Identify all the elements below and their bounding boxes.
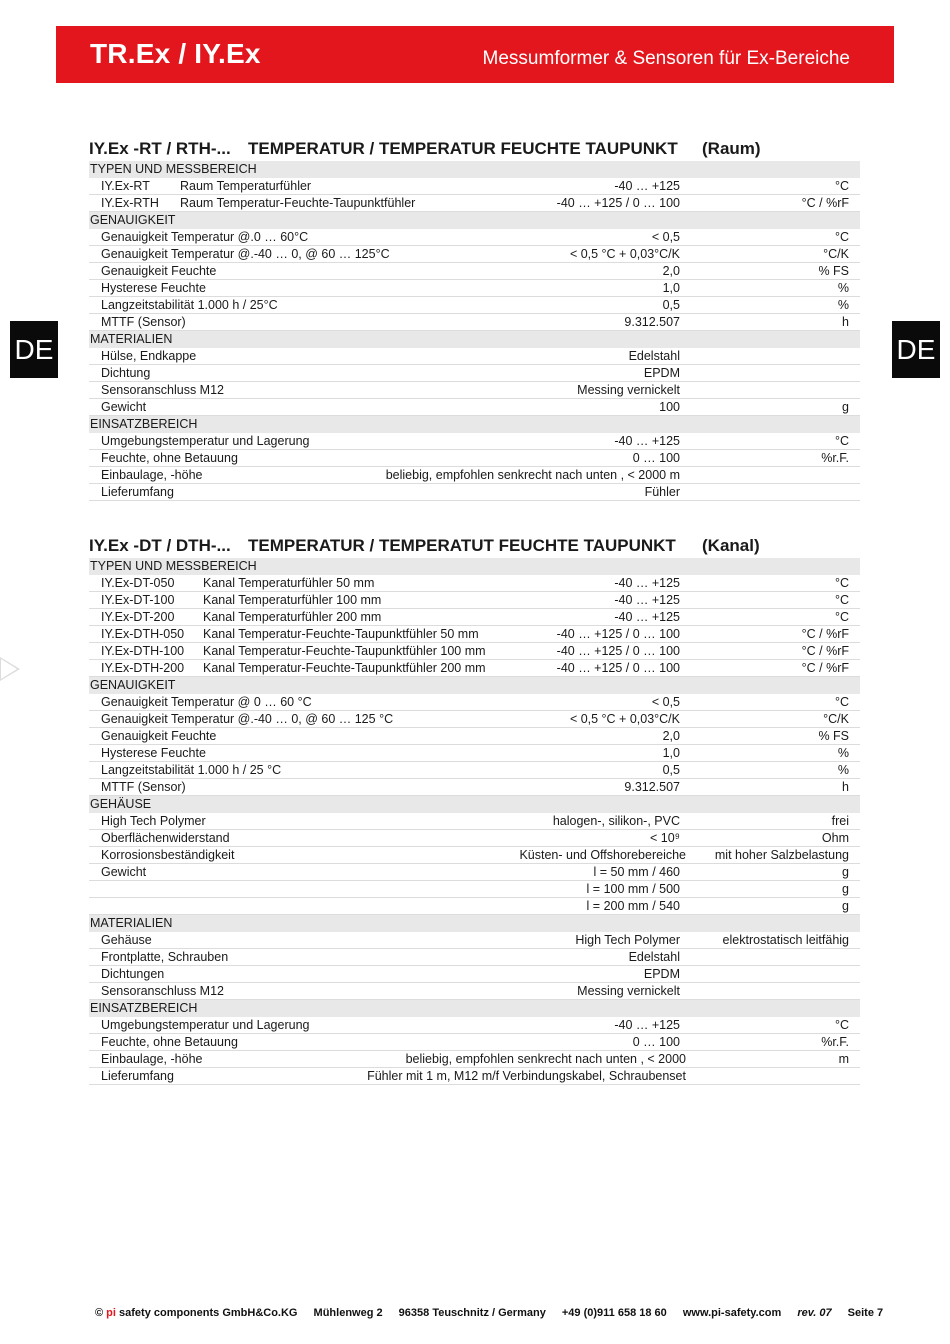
header-banner [56, 26, 894, 83]
category-header: MATERIALIEN [89, 331, 860, 348]
section-code: IY.Ex -RT / RTH-... [89, 139, 231, 158]
spec-value: EPDM [643, 366, 680, 380]
revision: rev. 07 [797, 1307, 832, 1319]
spec-table [89, 161, 860, 501]
spec-label: Genauigkeit Temperatur @.-40 … 0, @ 60 … 125°C [101, 247, 390, 261]
spec-label: Genauigkeit Feuchte [101, 729, 217, 743]
spec-unit: m [838, 1052, 849, 1066]
spec-value: halogen-, silikon-, PVC [552, 814, 680, 828]
spec-unit: % FS [818, 264, 849, 278]
spec-unit: g [842, 865, 849, 879]
spec-row [89, 779, 860, 796]
section-room-sensors [89, 139, 860, 501]
spec-label: Hysterese Feuchte [101, 281, 206, 295]
spec-row [89, 847, 860, 864]
spec-unit: elektrostatisch leitfähig [722, 933, 849, 947]
spec-row [89, 694, 860, 711]
spec-unit: mit hoher Salzbelastung [714, 848, 849, 862]
spec-row [89, 711, 860, 728]
product-family-title: TR.Ex / IY.Ex [90, 38, 261, 69]
language-tab-right[interactable]: DE [892, 321, 940, 378]
spec-row [89, 1034, 860, 1051]
spec-table [89, 558, 860, 1085]
section-duct-sensors [89, 536, 860, 1085]
spec-row [89, 467, 860, 484]
spec-unit: °C [834, 230, 849, 244]
section-location: (Kanal) [702, 536, 760, 555]
spec-label: IY.Ex-DTH-200 [101, 661, 185, 675]
spec-label: IY.Ex-DTH-100 [101, 644, 185, 658]
spec-row [89, 297, 860, 314]
spec-unit: %r.F. [821, 1035, 849, 1049]
spec-value: 0 … 100 [632, 1035, 680, 1049]
spec-label: Dichtung [101, 366, 151, 380]
header-subtitle: Messumformer & Sensoren für Ex-Bereiche [482, 48, 850, 69]
spec-label: MTTF (Sensor) [101, 315, 186, 329]
spec-row [89, 626, 860, 643]
spec-label: MTTF (Sensor) [101, 780, 186, 794]
spec-row [89, 246, 860, 263]
spec-unit: h [842, 315, 849, 329]
spec-row [89, 745, 860, 762]
spec-value: 2,0 [662, 264, 680, 278]
spec-label: Gewicht [101, 400, 147, 414]
spec-label: Langzeitstabilität 1.000 h / 25°C [101, 298, 278, 312]
spec-unit: °C [834, 434, 849, 448]
spec-value: < 0,5 [651, 230, 680, 244]
spec-row [89, 348, 860, 365]
spec-unit: °C/K [823, 247, 849, 261]
section-heading [89, 139, 860, 161]
spec-label: IY.Ex-DTH-050 [101, 627, 185, 641]
spec-label: Lieferumfang [101, 1069, 174, 1083]
spec-unit: °C / %rF [801, 661, 849, 675]
category-header: GENAUIGKEIT [89, 212, 860, 229]
page-arrow-icon[interactable] [0, 657, 20, 681]
spec-row [89, 762, 860, 779]
spec-label: Hülse, Endkappe [101, 349, 197, 363]
spec-label: Umgebungstemperatur und Lagerung [101, 434, 310, 448]
spec-label: Gehäuse [101, 933, 152, 947]
category-header: MATERIALIEN [89, 915, 860, 932]
spec-unit: °C/K [823, 712, 849, 726]
spec-row [89, 178, 860, 195]
category-header: EINSATZBEREICH [89, 416, 860, 433]
spec-value: l = 100 mm / 500 [586, 882, 680, 896]
spec-value: < 0,5 °C + 0,03°C/K [569, 247, 680, 261]
spec-label: Feuchte, ohne Betauung [101, 1035, 238, 1049]
spec-label: Genauigkeit Temperatur @.-40 … 0, @ 60 … 125 °C [101, 712, 394, 726]
section-heading [89, 536, 860, 558]
spec-row [89, 592, 860, 609]
spec-value: -40 … +125 [614, 434, 680, 448]
spec-value: Messing vernickelt [577, 984, 680, 998]
category-header: TYPEN UND MESSBEREICH [89, 161, 860, 178]
spec-description: Kanal Temperaturfühler 200 mm [203, 610, 382, 624]
language-tab-left[interactable]: DE [10, 321, 58, 378]
page-number: Seite 7 [847, 1307, 884, 1319]
spec-row [89, 314, 860, 331]
category-header: GEHÄUSE [89, 796, 860, 813]
spec-unit: g [842, 882, 849, 896]
spec-value: 0,5 [662, 298, 680, 312]
spec-row [89, 575, 860, 592]
spec-value: l = 200 mm / 540 [586, 899, 680, 913]
spec-row [89, 949, 860, 966]
spec-label: Lieferumfang [101, 485, 174, 499]
spec-unit: %r.F. [821, 451, 849, 465]
spec-value: Edelstahl [628, 950, 680, 964]
spec-value: -40 … +125 / 0 … 100 [556, 644, 680, 658]
spec-label: IY.Ex-DT-100 [101, 593, 175, 607]
spec-unit: Ohm [821, 831, 849, 845]
spec-unit: % FS [818, 729, 849, 743]
spec-value: 9.312.507 [624, 315, 680, 329]
spec-row [89, 263, 860, 280]
spec-row [89, 643, 860, 660]
spec-row [89, 864, 860, 881]
spec-value: -40 … +125 / 0 … 100 [556, 627, 680, 641]
spec-unit: h [842, 780, 849, 794]
spec-label: Genauigkeit Temperatur @ 0 … 60 °C [101, 695, 312, 709]
spec-value: -40 … +125 [614, 610, 680, 624]
spec-row [89, 830, 860, 847]
spec-label: Sensoranschluss M12 [101, 383, 224, 397]
spec-value: < 10⁹ [649, 831, 680, 845]
spec-unit: % [837, 746, 849, 760]
spec-row [89, 1051, 860, 1068]
spec-label: IY.Ex-DT-200 [101, 610, 175, 624]
spec-label: Korrosionsbeständigkeit [101, 848, 235, 862]
spec-description: Raum Temperatur-Feuchte-Taupunktfühler [180, 196, 416, 210]
spec-unit: °C / %rF [801, 196, 849, 210]
spec-label: Einbaulage, -höhe [101, 1052, 203, 1066]
section-title: TEMPERATUR / TEMPERATUR FEUCHTE TAUPUNKT [248, 139, 678, 158]
spec-row [89, 382, 860, 399]
spec-label: Genauigkeit Temperatur @.0 … 60°C [101, 230, 309, 244]
category-header: TYPEN UND MESSBEREICH [89, 558, 860, 575]
section-title: TEMPERATUR / TEMPERATUT FEUCHTE TAUPUNKT [248, 536, 676, 555]
spec-row [89, 983, 860, 1000]
spec-row [89, 1017, 860, 1034]
spec-row [89, 660, 860, 677]
spec-value: Fühler mit 1 m, M12 m/f Verbindungskabel, Schraubenset [367, 1069, 686, 1083]
spec-unit: °C [834, 576, 849, 590]
spec-label: Frontplatte, Schrauben [101, 950, 229, 964]
spec-label: Oberflächenwiderstand [101, 831, 230, 845]
spec-value: High Tech Polymer [575, 933, 680, 947]
spec-value: -40 … +125 / 0 … 100 [556, 661, 680, 675]
category-header: EINSATZBEREICH [89, 1000, 860, 1017]
spec-value: 100 [659, 400, 680, 414]
copyright-notice: © pi safety components GmbH&Co.KG [95, 1307, 298, 1319]
spec-value: Messing vernickelt [577, 383, 680, 397]
footer-city: 96358 Teuschnitz / Germany [398, 1307, 546, 1319]
page-footer [95, 1307, 884, 1319]
spec-label: Dichtungen [101, 967, 165, 981]
spec-row [89, 399, 860, 416]
spec-unit: °C [834, 179, 849, 193]
spec-value: EPDM [643, 967, 680, 981]
spec-value: Küsten- und Offshorebereiche [519, 848, 686, 862]
spec-label: IY.Ex-DT-050 [101, 576, 175, 590]
brand-mark: pi [106, 1307, 116, 1319]
spec-value: 2,0 [662, 729, 680, 743]
spec-row [89, 365, 860, 382]
spec-value: 1,0 [662, 281, 680, 295]
spec-description: Kanal Temperatur-Feuchte-Taupunktfühler 100 mm [203, 644, 486, 658]
spec-value: beliebig, empfohlen senkrecht nach unten , < 2000 m [385, 468, 680, 482]
spec-description: Raum Temperaturfühler [180, 179, 312, 193]
spec-label: Gewicht [101, 865, 147, 879]
spec-unit: °C [834, 695, 849, 709]
spec-label: Sensoranschluss M12 [101, 984, 224, 998]
spec-unit: g [842, 400, 849, 414]
spec-unit: g [842, 899, 849, 913]
spec-unit: °C [834, 610, 849, 624]
spec-row [89, 280, 860, 297]
spec-value: 1,0 [662, 746, 680, 760]
spec-unit: % [837, 763, 849, 777]
footer-phone: +49 (0)911 658 18 60 [561, 1307, 667, 1319]
spec-value: -40 … +125 [614, 576, 680, 590]
spec-unit: % [837, 298, 849, 312]
spec-value: -40 … +125 [614, 179, 680, 193]
spec-label: Hysterese Feuchte [101, 746, 206, 760]
section-code: IY.Ex -DT / DTH-... [89, 536, 231, 555]
category-header: GENAUIGKEIT [89, 677, 860, 694]
spec-value: -40 … +125 [614, 593, 680, 607]
spec-row [89, 229, 860, 246]
spec-label: IY.Ex-RTH [101, 196, 159, 210]
spec-row [89, 450, 860, 467]
spec-value: 0,5 [662, 763, 680, 777]
spec-value: Edelstahl [628, 349, 680, 363]
spec-unit: °C / %rF [801, 644, 849, 658]
spec-unit: % [837, 281, 849, 295]
spec-row [89, 484, 860, 501]
spec-row [89, 195, 860, 212]
spec-description: Kanal Temperaturfühler 100 mm [203, 593, 382, 607]
spec-value: 0 … 100 [632, 451, 680, 465]
spec-label: Umgebungstemperatur und Lagerung [101, 1018, 310, 1032]
spec-label: Genauigkeit Feuchte [101, 264, 217, 278]
spec-row [89, 433, 860, 450]
spec-row [89, 609, 860, 626]
spec-label: IY.Ex-RT [101, 179, 150, 193]
spec-row [89, 813, 860, 830]
spec-row [89, 728, 860, 745]
spec-unit: °C / %rF [801, 627, 849, 641]
spec-unit: frei [831, 814, 849, 828]
spec-unit: °C [834, 1018, 849, 1032]
spec-description: Kanal Temperatur-Feuchte-Taupunktfühler 200 mm [203, 661, 486, 675]
footer-street: Mühlenweg 2 [313, 1307, 383, 1319]
spec-label: Einbaulage, -höhe [101, 468, 203, 482]
spec-unit: °C [834, 593, 849, 607]
footer-website[interactable]: www.pi-safety.com [682, 1307, 782, 1319]
spec-row [89, 881, 860, 898]
spec-value: -40 … +125 [614, 1018, 680, 1032]
section-location: (Raum) [702, 139, 761, 158]
spec-value: < 0,5 [651, 695, 680, 709]
spec-value: -40 … +125 / 0 … 100 [556, 196, 680, 210]
spec-value: Fühler [644, 485, 680, 499]
spec-value: < 0,5 °C + 0,03°C/K [569, 712, 680, 726]
spec-row [89, 898, 860, 915]
spec-value: beliebig, empfohlen senkrecht nach unten , < 2000 [405, 1052, 686, 1066]
spec-description: Kanal Temperaturfühler 50 mm [203, 576, 375, 590]
spec-row [89, 932, 860, 949]
spec-value: 9.312.507 [624, 780, 680, 794]
spec-value: l = 50 mm / 460 [593, 865, 680, 879]
spec-description: Kanal Temperatur-Feuchte-Taupunktfühler 50 mm [203, 627, 479, 641]
spec-label: Langzeitstabilität 1.000 h / 25 °C [101, 763, 282, 777]
spec-row [89, 966, 860, 983]
spec-label: Feuchte, ohne Betauung [101, 451, 238, 465]
spec-label: High Tech Polymer [101, 814, 206, 828]
spec-row [89, 1068, 860, 1085]
